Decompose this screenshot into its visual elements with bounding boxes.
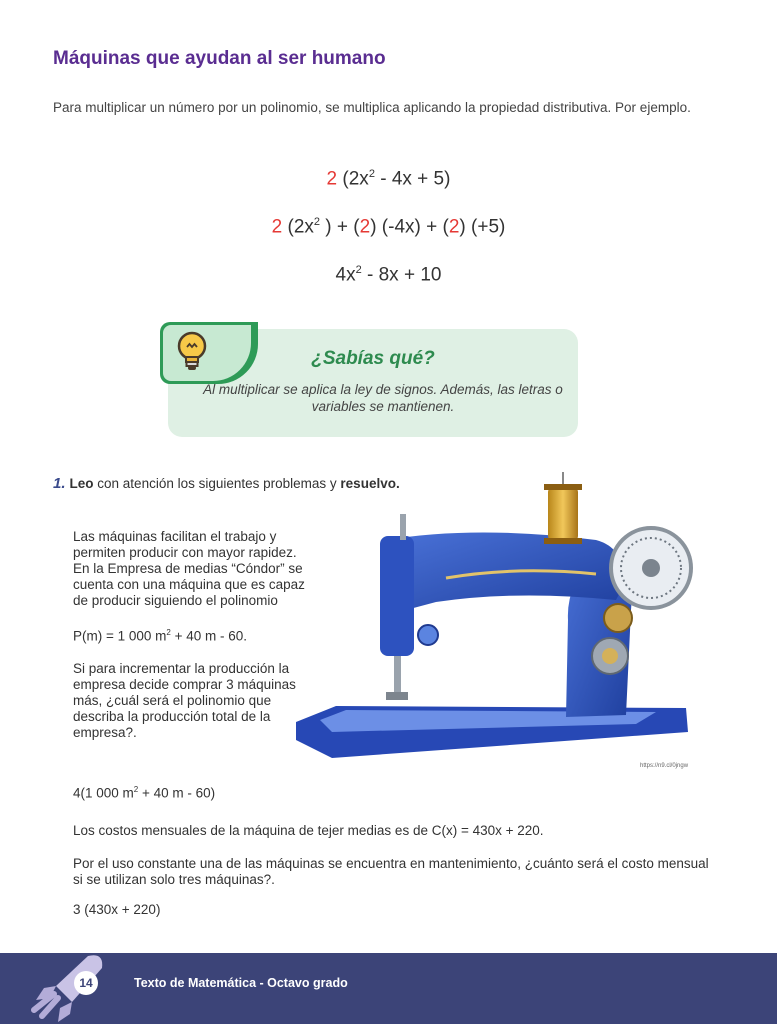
eq2-part-3: ) (+5) xyxy=(459,216,506,238)
tip-title: ¿Sabías qué? xyxy=(311,348,435,369)
eq1-coefficient: 2 xyxy=(326,168,338,190)
page-title: Máquinas que ayudan al ser humano xyxy=(53,48,386,69)
problem-formula xyxy=(73,625,313,645)
intro-paragraph: Para multiplicar un número por un polinomio, se multiplica aplicando la propiedad distributiva. Por ejemplo. xyxy=(53,100,691,115)
equation-2 xyxy=(0,216,777,238)
answer-1-exponent: 2 xyxy=(133,785,139,794)
answer-1-part-b: + 40 m - 60) xyxy=(138,785,216,801)
footer-text: Texto de Matemática - Octavo grado xyxy=(134,976,348,990)
eq2-exponent: 2 xyxy=(313,216,321,228)
eq1-part-a: (2x xyxy=(337,168,369,190)
eq3-exponent: 2 xyxy=(355,264,362,276)
problem-paragraph-2: Si para incrementar la producción la empresa decide comprar 3 máquinas más, ¿cuál será el polinomio que describa la producción total de la empresa?. xyxy=(73,660,296,740)
page-number: 14 xyxy=(74,971,98,995)
eq3-part-b: - 8x + 10 xyxy=(361,264,442,286)
problem-text xyxy=(73,529,313,757)
equation-1 xyxy=(0,168,777,190)
eq2-coefficient-3: 2 xyxy=(448,216,460,238)
eq2-part-2: ) (-4x) + ( xyxy=(370,216,449,238)
question-middle: con atención los siguientes problemas y xyxy=(93,476,341,491)
eq2-part-1b: ) + ( xyxy=(320,216,360,238)
formula-exponent: 2 xyxy=(166,628,171,637)
question-verb-1: Leo xyxy=(69,476,94,491)
problem-paragraph-1: Las máquinas facilitan el trabajo y permiten producir con mayor rapidez. En la Empresa de medias “Cóndor” se cuenta con una máquina que es capaz de producir siguiendo el polinomio xyxy=(73,529,305,608)
costs-statement: Los costos mensuales de la máquina de tejer medias es de C(x) = 430x + 220. xyxy=(73,823,544,838)
formula-part-b: + 40 m - 60. xyxy=(170,628,248,644)
answer-2: 3 (430x + 220) xyxy=(73,902,161,917)
formula-part-a: P(m) = 1 000 m xyxy=(73,628,167,644)
eq2-coefficient-2: 2 xyxy=(359,216,371,238)
question-number: 1. xyxy=(53,475,66,492)
image-credit: https://n9.cl/0jngw xyxy=(640,763,689,769)
question-verb-2: resuelvo. xyxy=(340,476,400,491)
tip-text: Al multiplicar se aplica la ley de signos. Además, las letras o variables se mantienen. xyxy=(203,382,563,414)
page-footer xyxy=(0,953,777,1024)
maintenance-question: Por el uso constante una de las máquinas se encuentra en mantenimiento, ¿cuánto será el costo mensual si se utilizan solo tres máquinas?. xyxy=(73,856,709,887)
eq2-part-1a: (2x xyxy=(282,216,314,238)
sewing-machine-image xyxy=(296,470,694,762)
eq3-part-a: 4x xyxy=(335,264,356,286)
answer-1 xyxy=(73,782,713,802)
eq2-coefficient-1: 2 xyxy=(271,216,283,238)
eq1-exponent: 2 xyxy=(368,168,375,180)
equation-3 xyxy=(0,264,777,286)
answer-1-part-a: 4(1 000 m xyxy=(73,785,134,801)
eq1-part-b: - 4x + 5) xyxy=(374,168,451,190)
